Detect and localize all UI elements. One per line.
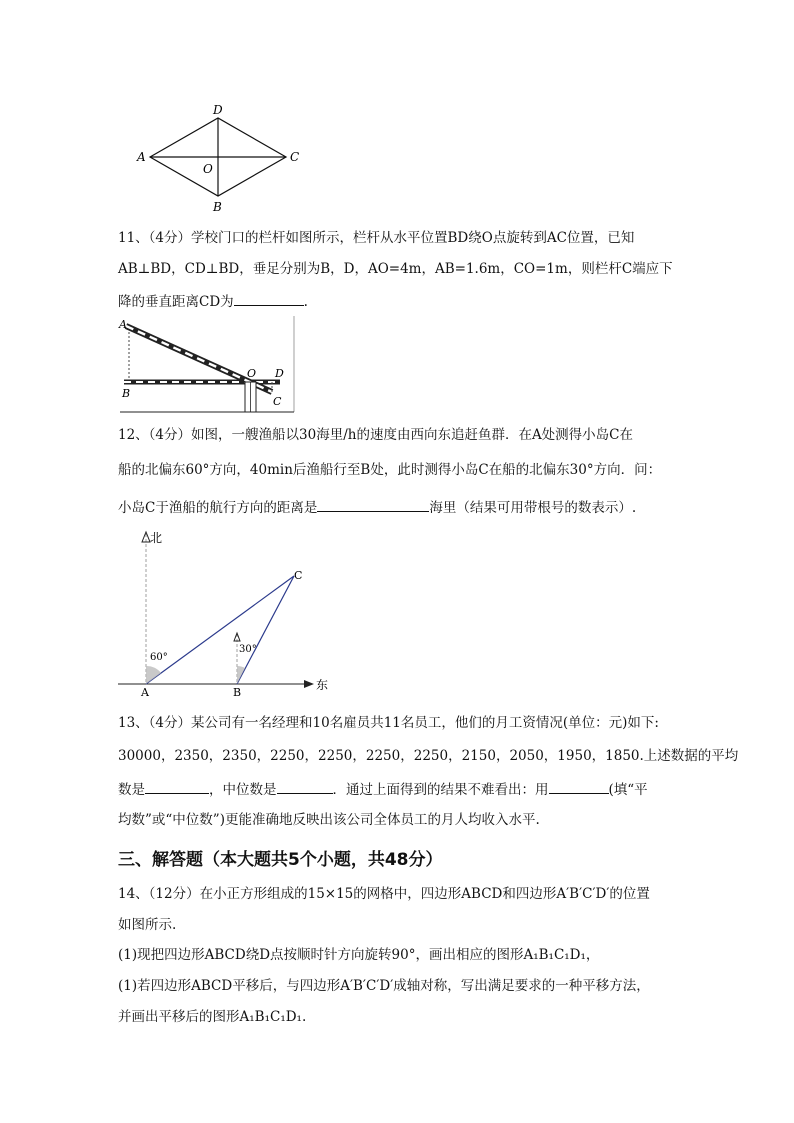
angle-label-a: 60°	[150, 652, 168, 663]
angle-mark-b	[237, 666, 245, 684]
q11-line-3	[118, 291, 308, 311]
q12-line-3	[118, 497, 636, 517]
q14-line-5: 并画出平移后的图形A₁B₁C₁D₁.	[118, 1009, 307, 1025]
barrier-label-a: A	[119, 318, 127, 331]
q13-choice-blank[interactable]	[549, 779, 609, 794]
q11-line-1: 11、（4分）学校门口的栏杆如图所示，栏杆从水平位置BD绕O点旋转到AC位置，已知	[118, 230, 635, 246]
q13-line-2: 30000，2350，2350，2250，2250，2250，2250，2150，2050，1950，1850.上述数据的平均	[118, 748, 739, 764]
line-bc	[237, 576, 294, 684]
barrier-label-o: O	[247, 367, 257, 380]
rhombus-label-o: O	[203, 162, 213, 176]
q11-text: 降的垂直距离CD为	[118, 294, 234, 310]
boat-figure	[118, 526, 340, 698]
q13-mean-blank[interactable]	[145, 779, 209, 794]
barrier-figure	[116, 314, 300, 414]
q13-line-3	[118, 779, 648, 799]
rhombus-figure	[130, 100, 310, 218]
north-label: 北	[150, 531, 163, 545]
q13-text-b: ，中位数是	[209, 782, 277, 798]
q14-line-4: (1)若四边形ABCD平移后，与四边形A′B′C′D′成轴对称，写出满足要求的一种平移方法，	[118, 978, 650, 994]
section-3-title: 三、解答题（本大题共5个小题，共48分）	[118, 850, 443, 870]
q13-line-4: 均数”或“中位数”)更能准确地反映出该公司全体员工的月人均收入水平.	[118, 812, 540, 828]
rhombus-label-b: B	[213, 200, 222, 214]
barrier-label-c: C	[273, 395, 282, 408]
q11-text-end: .	[303, 294, 308, 310]
boat-label-b: B	[233, 686, 242, 698]
barrier-label-b: B	[122, 387, 131, 400]
q12-answer-blank[interactable]	[317, 497, 429, 512]
barrier-label-d: D	[275, 367, 284, 380]
q13-text-c: ．通过上面得到的结果不难看出：用	[332, 782, 549, 798]
q12-text-end: 海里（结果可用带根号的数表示）.	[429, 500, 637, 516]
q12-line-1: 12、（4分）如图，一艘渔船以30海里/h的速度由西向东追赶鱼群．在A处测得小岛C在	[118, 427, 634, 443]
q14-line-2: 如图所示.	[118, 917, 177, 933]
line-ac	[146, 576, 294, 684]
rhombus-label-d: D	[213, 103, 223, 117]
angle-label-b: 30°	[239, 644, 257, 655]
q13-text-d: (填“平	[608, 782, 648, 798]
q11-answer-blank[interactable]	[234, 291, 304, 306]
q11-line-2: AB⊥BD，CD⊥BD，垂足分别为B，D，AO=4m，AB=1.6m，CO=1m，则栏杆C端应下	[118, 261, 673, 277]
q12-line-2: 船的北偏东60°方向，40min后渔船行至B处，此时测得小岛C在船的北偏东30°方向．问：	[118, 462, 662, 478]
rhombus-label-a: A	[137, 150, 146, 164]
q14-line-3: (1)现把四边形ABCD绕D点按顺时针方向旋转90°，画出相应的图形A₁B₁C₁D₁，	[118, 947, 600, 963]
q13-text-a: 数是	[118, 782, 145, 798]
q13-median-blank[interactable]	[277, 779, 333, 794]
boat-label-c: C	[294, 569, 303, 582]
rhombus-label-c: C	[290, 150, 300, 164]
q12-text: 小岛C于渔船的航行方向的距离是	[118, 500, 318, 516]
q13-line-1: 13、（4分）某公司有一名经理和10名雇员共11名员工，他们的月工资情况(单位：元)如下:	[118, 715, 659, 731]
q14-line-1: 14、（12分）在小正方形组成的15×15的网格中，四边形ABCD和四边形A′B′C′D′的位置	[118, 886, 650, 902]
boat-label-a: A	[141, 686, 149, 698]
east-arrow-icon	[304, 680, 314, 688]
east-label: 东	[316, 678, 329, 692]
